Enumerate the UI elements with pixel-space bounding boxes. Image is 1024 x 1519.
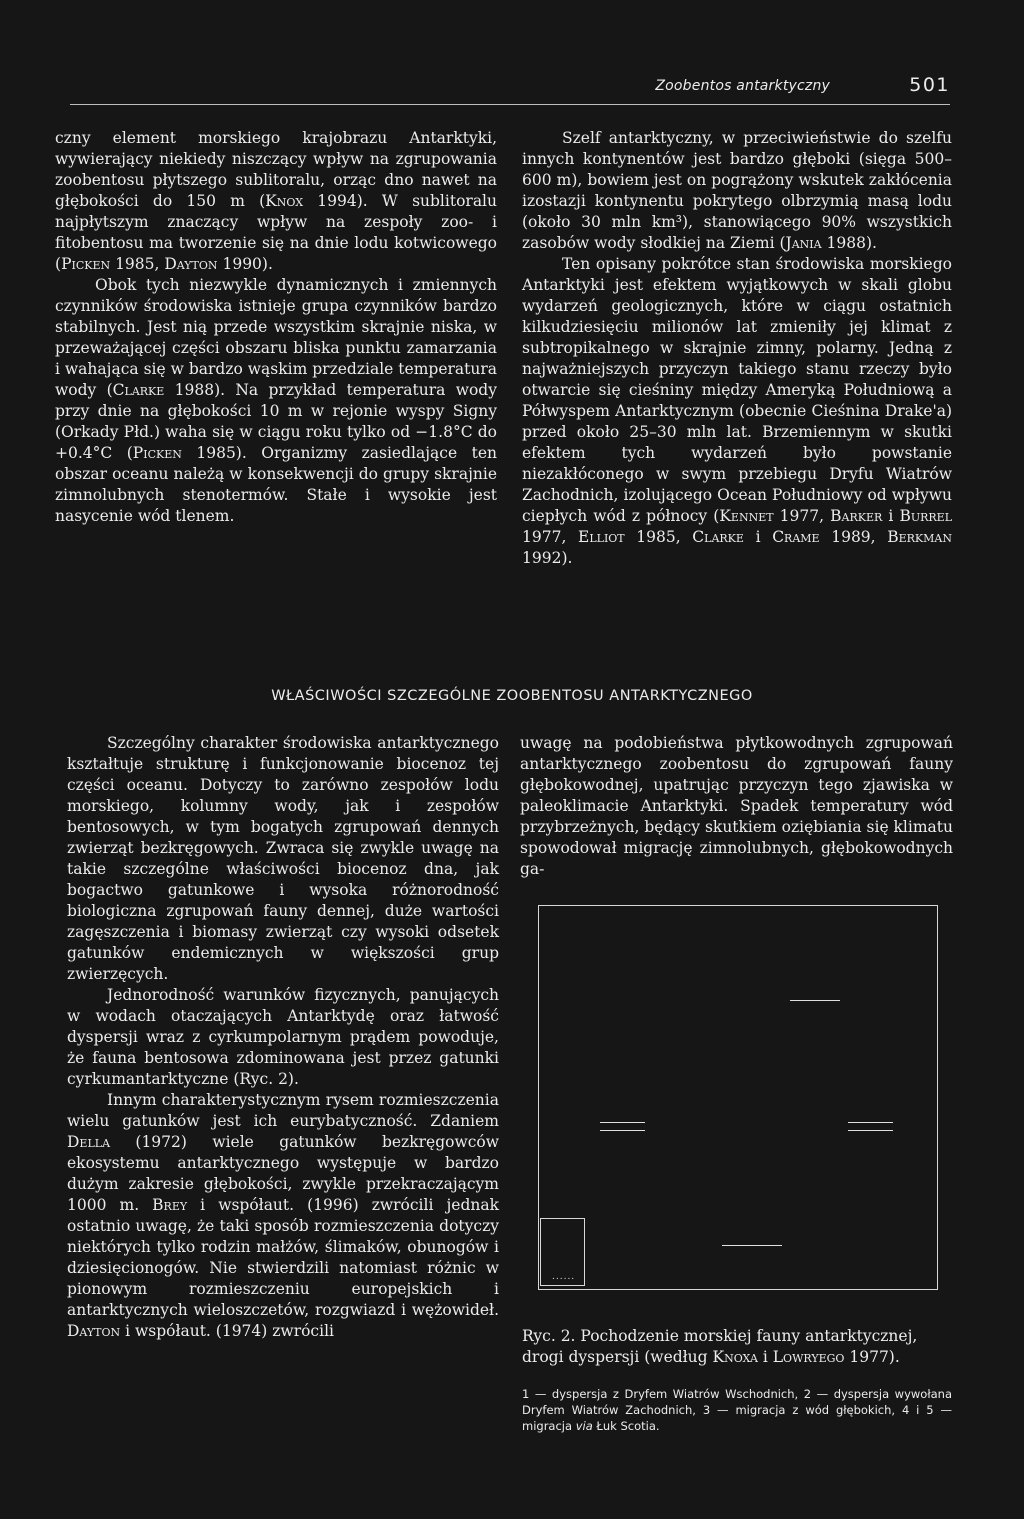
text-run: 1977, <box>522 528 579 546</box>
text-run: 1985). Organizmy zasiedlające ten obszar oceanu należą w konsekwencji do grupy skrajnie zimnolubnych stenotermów. Stałe i wysokie jest nasycenie wód tlenem. <box>55 444 497 525</box>
top-right-column <box>522 128 952 569</box>
figure-line <box>600 1122 645 1123</box>
italic-term: via <box>575 1419 593 1433</box>
running-head-title: Zoobentos antarktyczny <box>655 78 830 94</box>
paragraph <box>522 128 952 254</box>
figure-line <box>600 1130 645 1131</box>
figure-frame <box>538 905 938 1290</box>
figure-dotted-line: ...... <box>552 1272 576 1282</box>
section-heading: WŁAŚCIWOŚCI SZCZEGÓLNE ZOOBENTOSU ANTARKTYCZNEGO <box>271 688 753 704</box>
text-run: i współaut. (1974) zwrócili <box>120 1322 334 1340</box>
paragraph <box>55 275 497 527</box>
author-citation: Clarke <box>112 381 165 399</box>
text-run: 1977). <box>844 1348 900 1366</box>
paragraph <box>522 254 952 569</box>
text-run: i współaut. (1996) zwrócili jednak ostatnio uwagę, że taki sposób rozmieszczenia dotyczy niektórych tylko rodzin małżów, ślimaków, obunogów i dziesięcionogów. Nie stwierdzili natomiast różnic w pionowym rozmieszczeniu europejskich i antarktycznych wieloszczetów, rozgwiazd i wężowideł. <box>67 1196 499 1319</box>
paragraph: Szczególny charakter środowiska antarktycznego kształtuje strukturę i funkcjonowanie biocenoz tej części oceanu. Dotyczy to zarówno zespołów lodu morskiego, kolumny wody, jak i zespołów bentosowych, w tym bogatych zgrupowań dennych zwierząt bezkręgowych. Zwraca się zwykle uwagę na takie szczególne właściwości biocenoz dna, jak bogactwo gatunkowe i wysoka różnorodność biologiczna zgrupowań fauny dennej, duże wartości zagęszczenia i biomasy zwierząt czy wysoki odsetek gatunków endemicznych w większości grup zwierzęcych. <box>67 734 499 983</box>
text-run: 1985, <box>624 528 693 546</box>
text-run: (1972) wiele gatunków bezkręgowców ekosystemu antarktycznego występuje w bardzo dużym zakresie głębokości, zwykle przekraczającym 1000 m. <box>67 1133 499 1214</box>
paragraph: uwagę na podobieństwa płytkowodnych zgrupowań antarktycznego zoobentosu do zgrupowań fauny głębokowodnej, upatrując przyczyn tego zjawiska w paleoklimacie Antarktyki. Spadek temperatury wód przybrzeżnych, będący skutkiem oziębiania się klimatu spowodował migrację zimnolubnych, głębokowodnych ga- <box>520 734 954 878</box>
text-run: 1 — dyspersja z Dryfem Wiatrów Wschodnich, 2 — dyspersja wywołana Dryfem Wiatrów Zachodnich, 3 — migracja z wód głębokich, 4 i 5 — migracja <box>522 1387 952 1433</box>
text-run: 1990). <box>217 255 273 273</box>
author-citation: Burrel <box>899 507 953 525</box>
top-left-column <box>55 128 497 527</box>
figure-legend <box>522 1386 952 1434</box>
text-run: Innym charakterystycznym rysem rozmieszczenia wielu gatunków jest ich eurybatyczność. Zdaniem <box>67 1091 499 1130</box>
running-head <box>70 74 950 105</box>
text-run: i <box>882 507 900 525</box>
bottom-left-column <box>67 733 499 1342</box>
author-citation: Barker <box>830 507 883 525</box>
author-citation: Dayton <box>164 255 218 273</box>
author-citation: Lowryego <box>772 1348 845 1366</box>
text-run: 1994). W sublitoralu najpłytszym znaczący wpływ na zespoły zoo- i fitobentosu ma tworzenie się na dnie lodu kotwicowego ( <box>55 192 497 273</box>
text-run: Łuk Scotia. <box>592 1419 660 1433</box>
figure-line <box>848 1122 893 1123</box>
page-number: 501 <box>909 74 950 96</box>
text-run: Szelf antarktyczny, w przeciwieństwie do szelfu innych kontynentów jest bardzo głęboki (sięga 500–600 m), bowiem jest on pogrążony wskutek zakłócenia izostazji kontynentu pokrytego olbrzymią masą lodu (około 30 mln km³), stanowiącego 90% wszystkich zasobów wody słodkiej na Ziemi ( <box>522 129 952 252</box>
text-run: i <box>757 1348 773 1366</box>
text-run: 1988). <box>821 234 877 252</box>
text-run: czny element morskiego krajobrazu Antarktyki, wywierający niekiedy niszczący wpływ na zgrupowania zoobentosu płytszego sublitoralu, orząc dno nawet na głębokości do 150 m ( <box>55 129 497 210</box>
author-citation: Kennet <box>719 507 774 525</box>
author-citation: Jania <box>785 234 822 252</box>
author-citation: Brey <box>152 1196 188 1214</box>
text-run: Ten opisany pokrótce stan środowiska morskiego Antarktyki jest efektem wyjątkowych w skali globu wydarzeń geologicznych, które w ciągu ostatnich kilkudziesięciu milionów lat zmieniły jej klimat z subtropikalnego w skrajnie zimny, polarny. Jedną z najważniejszych przyczyn takiego stanu rzeczy było otwarcie się cieśniny między Ameryką Południową a Półwyspem Antarktycznym (obecnie Cieśnina Drake'a) przed około 25–30 mln lat. Brzemiennym w skutki efektem tych wydarzeń było powstanie niezakłóconego w swym przebiegu Dryfu Wiatrów Zachodnich, izolującego Ocean Południowy od wpływu ciepłych wód z północy ( <box>522 255 952 525</box>
text-run: 1989, <box>819 528 888 546</box>
paragraph: Jednorodność warunków fizycznych, panujących w wodach otaczających Antarktydę oraz łatwość dyspersji wraz z cyrkumpolarnym prądem powoduje, że fauna bentosowa zdominowana jest przez gatunki cyrkumantarktyczne (Ryc. 2). <box>67 986 499 1088</box>
figure-line <box>848 1130 893 1131</box>
figure-caption <box>522 1326 952 1368</box>
text-run: 1977, <box>773 507 831 525</box>
author-citation: Elliot <box>578 528 625 546</box>
figure-line <box>790 1000 840 1001</box>
bottom-right-column <box>520 733 953 880</box>
author-citation: Crame <box>772 528 820 546</box>
author-citation: Berkman <box>887 528 952 546</box>
author-citation: Della <box>67 1133 111 1151</box>
text-run: i <box>743 528 773 546</box>
author-citation: Picken <box>132 444 182 462</box>
text-run: Ryc. 2. Pochodzenie morskiej fauny antarktycznej, drogi dyspersji (według <box>522 1327 918 1366</box>
text-run: 1992). <box>522 549 573 567</box>
text-run: Obok tych niezwykle dynamicznych i zmiennych czynników środowiska istnieje grupa czynników bardzo stabilnych. Jest nią przede wszystkim skrajnie niska, w przeważającej części obszaru bliska punktu zamarzania i wahająca się w bardzo wąskim przedziale temperatura wody ( <box>55 276 497 399</box>
text-run: 1988). Na przykład temperatura wody przy dnie na głębokości 10 m w rejonie wyspy Signy (Orkady Płd.) waha się w ciągu roku tylko od −1.8°C do +0.4°C ( <box>55 381 497 462</box>
author-citation: Clarke <box>692 528 744 546</box>
figure-line <box>722 1245 782 1246</box>
author-citation: Knox <box>265 192 304 210</box>
author-citation: Picken <box>61 255 111 273</box>
author-citation: Dayton <box>67 1322 121 1340</box>
paragraph <box>55 128 497 275</box>
author-citation: Knoxa <box>712 1348 758 1366</box>
paragraph <box>67 1090 499 1342</box>
text-run: 1985, <box>110 255 165 273</box>
